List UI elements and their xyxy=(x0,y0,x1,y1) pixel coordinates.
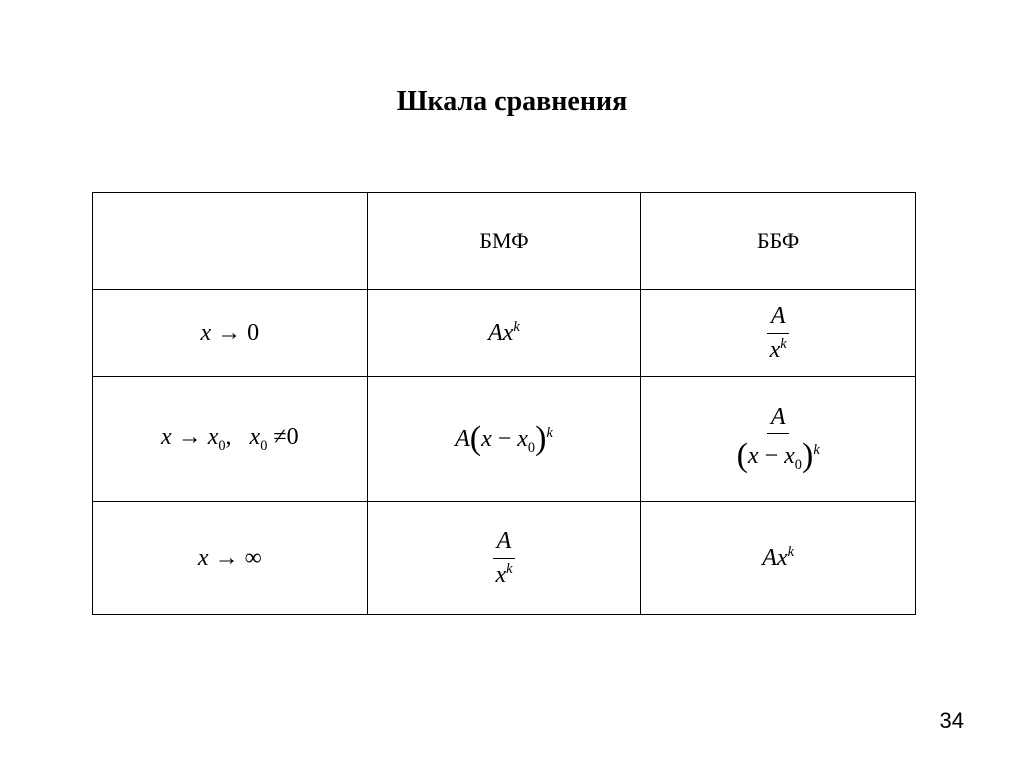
condition-cell xyxy=(93,502,368,615)
bbf-cell xyxy=(641,290,916,377)
bmf-cell xyxy=(367,502,641,615)
slide-title: Шкала сравнения xyxy=(396,86,628,117)
condition-x-to-x0: $x \to x_0$, $x_0 \ne 0$ xyxy=(161,423,299,454)
table-row xyxy=(93,377,916,502)
table-header-row xyxy=(93,193,916,290)
header-bmf-cell xyxy=(367,193,641,290)
formula-a-over-x-minus-x0-power-k: $\frac{A}{(x - x_0)^k}$ xyxy=(736,403,820,474)
formula-a-x-power-k: Ax$^k$ xyxy=(762,544,795,571)
page-number: 34 xyxy=(939,708,964,733)
comparison-table xyxy=(92,192,916,615)
table-row xyxy=(93,502,916,615)
header-bbf-label: ББФ xyxy=(756,227,800,253)
bbf-cell xyxy=(641,377,916,502)
header-bmf-label: БМФ xyxy=(479,227,529,253)
formula-a-x-minus-x0-power-k: $A(x - x_0)^k$ xyxy=(455,420,553,457)
formula-a-over-x-power-k: $\frac{A}{x^k}$ xyxy=(766,303,791,363)
header-empty-cell xyxy=(93,193,368,290)
formula-a-x-power-k: Ax$^k$ xyxy=(488,319,520,346)
formula-a-over-x-power-k: $\frac{A}{x^k}$ xyxy=(491,528,516,588)
bbf-cell xyxy=(641,502,916,615)
bmf-cell xyxy=(367,290,641,377)
condition-cell xyxy=(93,377,368,502)
condition-x-to-zero: x → 0 xyxy=(200,319,260,346)
table-row xyxy=(93,290,916,377)
condition-x-to-infinity: x → ∞ xyxy=(197,544,262,571)
condition-cell xyxy=(93,290,368,377)
bmf-cell xyxy=(367,377,641,502)
header-bbf-cell xyxy=(641,193,916,290)
